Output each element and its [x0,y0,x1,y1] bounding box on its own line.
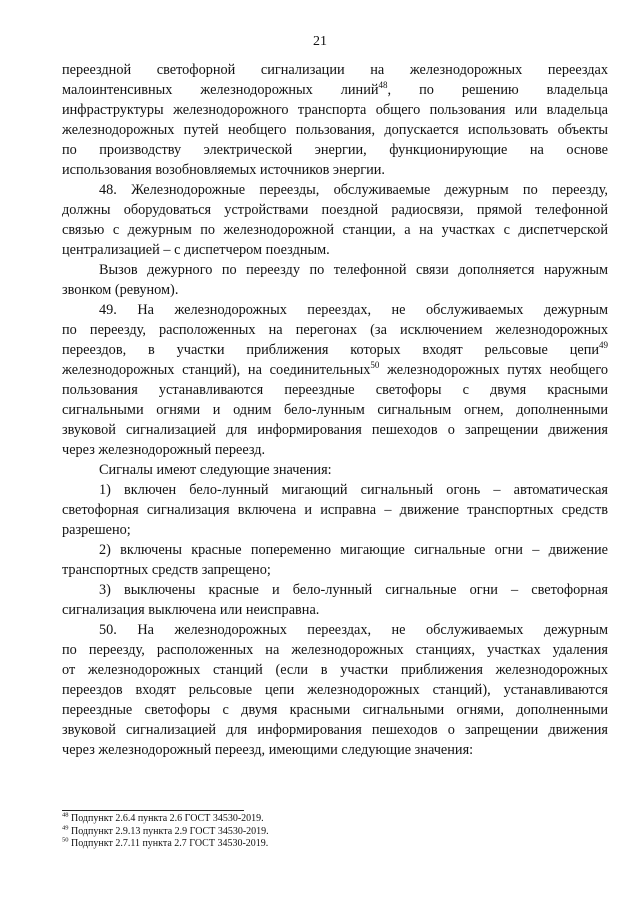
footnote-divider [62,810,244,811]
footnote-ref: 50 [370,360,380,371]
text-line: Вызов дежурного по переезду по телефонной связи дополняется наружным [99,262,608,278]
text-line: транспортных средств запрещено; [62,562,271,578]
text-line: звуковой сигнализацией для информирования пешеходов о запрещении движения [62,422,608,438]
text-line: 50. На железнодорожных переездах, не обслуживаемых дежурным [99,622,608,638]
text-line: железнодорожных станций), на соединительных$^{50}$ железнодорожных путях необщего [62,360,608,378]
text-line: через железнодорожный переезд, имеющими следующие значения: [62,742,474,758]
text-line: звонком (ревуном). [62,282,179,298]
text-line: светофорная сигнализация включена и исправна – движение транспортных средств [62,502,608,518]
text-line: звуковой сигнализацией для информирования пешеходов о запрещении движения [62,722,608,738]
text-line: связью с дежурным по железнодорожной станции, а на участках с диспетчерской [62,222,608,238]
text-line: Сигналы имеют следующие значения: [99,462,332,478]
footnotes [62,813,608,851]
text-line: переездной светофорной сигнализации на железнодорожных переездах [62,62,608,78]
text-line: централизацией – с диспетчером поездным. [62,242,330,258]
text-line: по производству электрической энергии, функционирующие на основе [62,142,608,158]
footnote: $^{49}$ Подпункт 2.9.13 пункта 2.9 ГОСТ 34530-2019. [62,824,269,837]
text-line: от железнодорожных станций (если в участки приближения железнодорожных [62,662,608,678]
footnote-ref: 48 [378,80,388,91]
text-line: инфраструктуры железнодорожного транспорта общего пользования или владельца [62,102,608,118]
text-line: 3) выключены красные и бело-лунный сигнальные огни – светофорная [99,582,608,598]
text-line: сигнальными огнями и одним бело-лунным сигнальным огнем, дополненными [62,402,608,418]
text-line: 1) включен бело-лунный мигающий сигнальный огонь – автоматическая [99,482,608,498]
text-line: пользования устанавливаются переездные светофоры с двумя красными [62,382,608,398]
text-line: 48. Железнодорожные переезды, обслуживаемые дежурным по переезду, [99,182,608,198]
text-line: по переезду, расположенных на перегонах (за исключением железнодорожных [62,322,608,338]
text-line: использования возобновляемых источников энергии. [62,162,385,178]
footnote: $^{50}$ Подпункт 2.7.11 пункта 2.7 ГОСТ 34530-2019. [62,836,269,849]
page-number: 21 [313,34,327,49]
text-line: малоинтенсивных железнодорожных линий$^{48}$, по решению владельца [62,80,608,98]
footnote: $^{48}$ Подпункт 2.6.4 пункта 2.6 ГОСТ 34530-2019. [62,811,264,824]
text-line: переездов, в участки приближения которых входят рельсовые цепи$^{49}$ [62,340,608,358]
footnote-ref: 49 [599,340,608,351]
text-line: по переезду, расположенных на железнодорожных станциях, участках удаления [62,642,608,658]
text-line: переездов входят рельсовые цепи железнодорожных станций), устанавливаются [62,682,608,698]
text-line: 2) включены красные попеременно мигающие сигнальные огни – движение [99,542,608,558]
text-line: 49. На железнодорожных переездах, не обслуживаемых дежурным [99,302,608,318]
text-line: железнодорожных путей необщего пользования, допускается использовать объекты [62,122,608,138]
text-line: должны оборудоваться устройствами поездной радиосвязи, прямой телефонной [62,202,608,218]
text-line: через железнодорожный переезд. [62,442,266,458]
text-line: сигнализация выключена или неисправна. [62,602,320,618]
text-line: переездные светофоры с двумя красными сигнальными огнями, дополненными [62,702,608,718]
body-text [62,60,608,760]
text-line: разрешено; [62,522,131,538]
